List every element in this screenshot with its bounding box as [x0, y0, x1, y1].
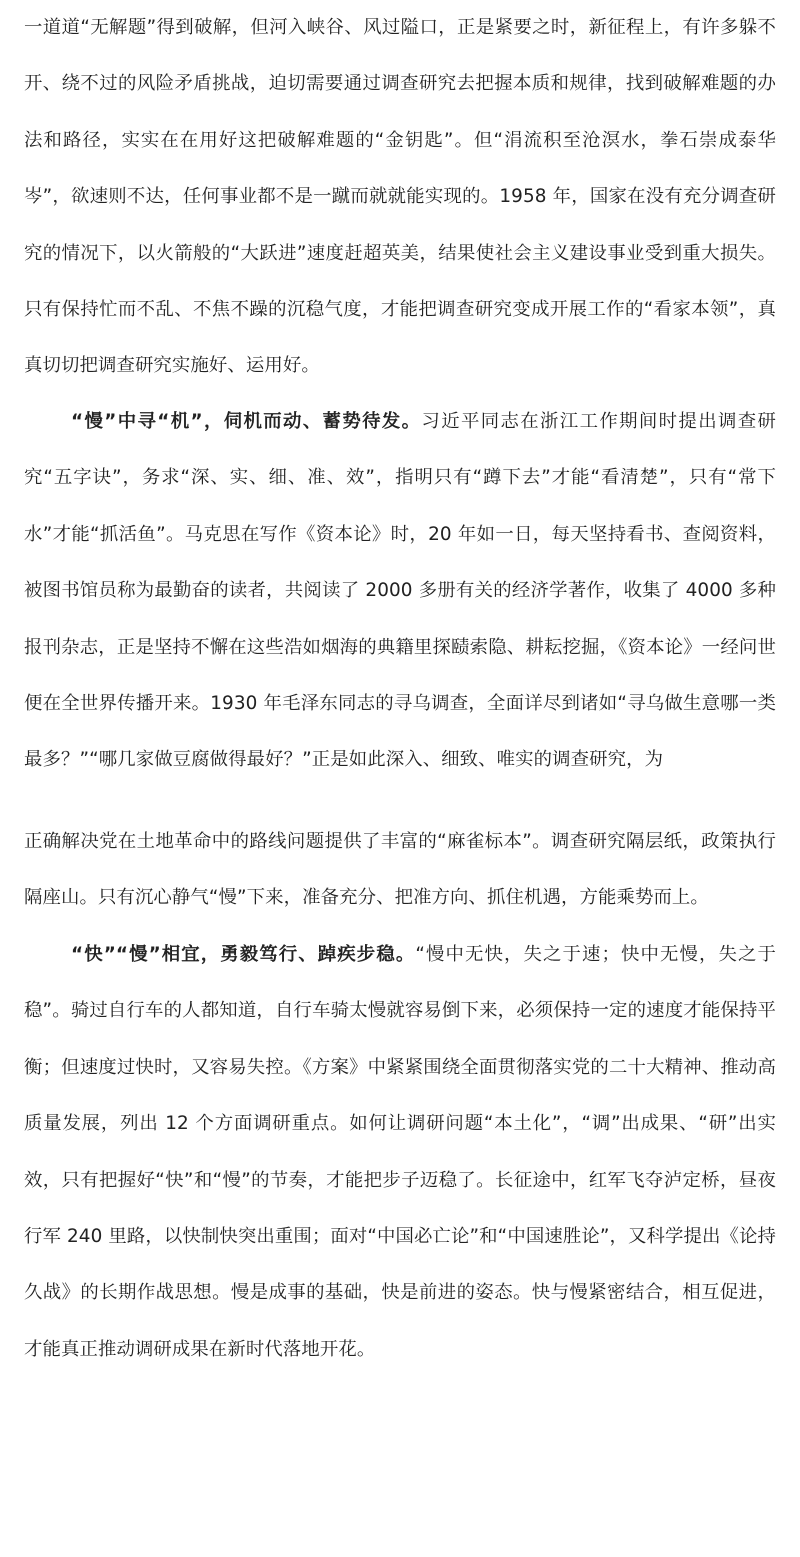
paragraph-2-continuation-text: 正确解决党在土地革命中的路线问题提供了丰富的“麻雀标本”。调查研究隔层纸，政策执行隔座山。只有沉心静气“慢”下来，准备充分、把准方向、抓住机遇，方能乘势而上。: [24, 831, 776, 909]
paragraph-3-lead: “快”“慢”相宜，勇毅笃行、踔疾步稳。: [71, 944, 416, 965]
paragraph-2: [24, 394, 776, 789]
paragraph-3: [24, 927, 776, 1378]
paragraph-2-continuation: [24, 814, 776, 927]
paragraph-3-text: “慢中无快，失之于速；快中无慢，失之于稳”。骑过自行车的人都知道，自行车骑太慢就容易倒下来，必须保持一定的速度才能保持平衡；但速度过快时，又容易失控。《方案》中紧紧围绕全面贯彻落实党的二十大精神、推动高质量发展，列出 12 个方面调研重点。如何让调研问题“本土化”，“调”出成果、“研”出实效，只有把握好“快”和“慢”的节奏，才能把步子迈稳了。长征途中，红军飞夺泸定桥，昼夜行军 240 里路，以快制快突出重围；面对“中国必亡论”和“中国速胜论”，又科学提出《论持久战》的长期作战思想。慢是成事的基础，快是前进的姿态。快与慢紧密结合，相互促进，才能真正推动调研成果在新时代落地开花。: [24, 944, 776, 1360]
paragraph-2-text: 习近平同志在浙江工作期间时提出调查研究“五字诀”，务求“深、实、细、准、效”，指明只有“蹲下去”才能“看清楚”，只有“常下水”才能“抓活鱼”。马克思在写作《资本论》时，20 年如一日，每天坚持看书、查阅资料，被图书馆员称为最勤奋的读者，共阅读了 2000 多册有关的经济学著作，收集了 4000 多种报刊杂志，正是坚持不懈在这些浩如烟海的典籍里探赜索隐、耕耘挖掘，《资本论》一经问世便在全世界传播开来。1930 年毛泽东同志的寻乌调查，全面详尽到诸如“寻乌做生意哪一类最多？”“哪几家做豆腐做得最好？”正是如此深入、细致、唯实的调查研究，为: [24, 411, 776, 771]
paragraph-1: [24, 0, 776, 395]
paragraph-2-lead: “慢”中寻“机”，伺机而动、蓄势待发。: [71, 411, 422, 432]
paragraph-1-text: 一道道“无解题”得到破解，但河入峡谷、风过隘口，正是紧要之时，新征程上，有许多躲不开、绕不过的风险矛盾挑战，迫切需要通过调查研究去把握本质和规律，找到破解难题的办法和路径，实实在在用好这把破解难题的“金钥匙”。但“涓流积至沧溟水，拳石崇成泰华岑”，欲速则不达，任何事业都不是一蹴而就就能实现的。1958 年，国家在没有充分调查研究的情况下，以火箭般的“大跃进”速度赶超英美，结果使社会主义建设事业受到重大损失。只有保持忙而不乱、不焦不躁的沉稳气度，才能把调查研究变成开展工作的“看家本领”，真真切切把调查研究实施好、运用好。: [24, 17, 776, 377]
